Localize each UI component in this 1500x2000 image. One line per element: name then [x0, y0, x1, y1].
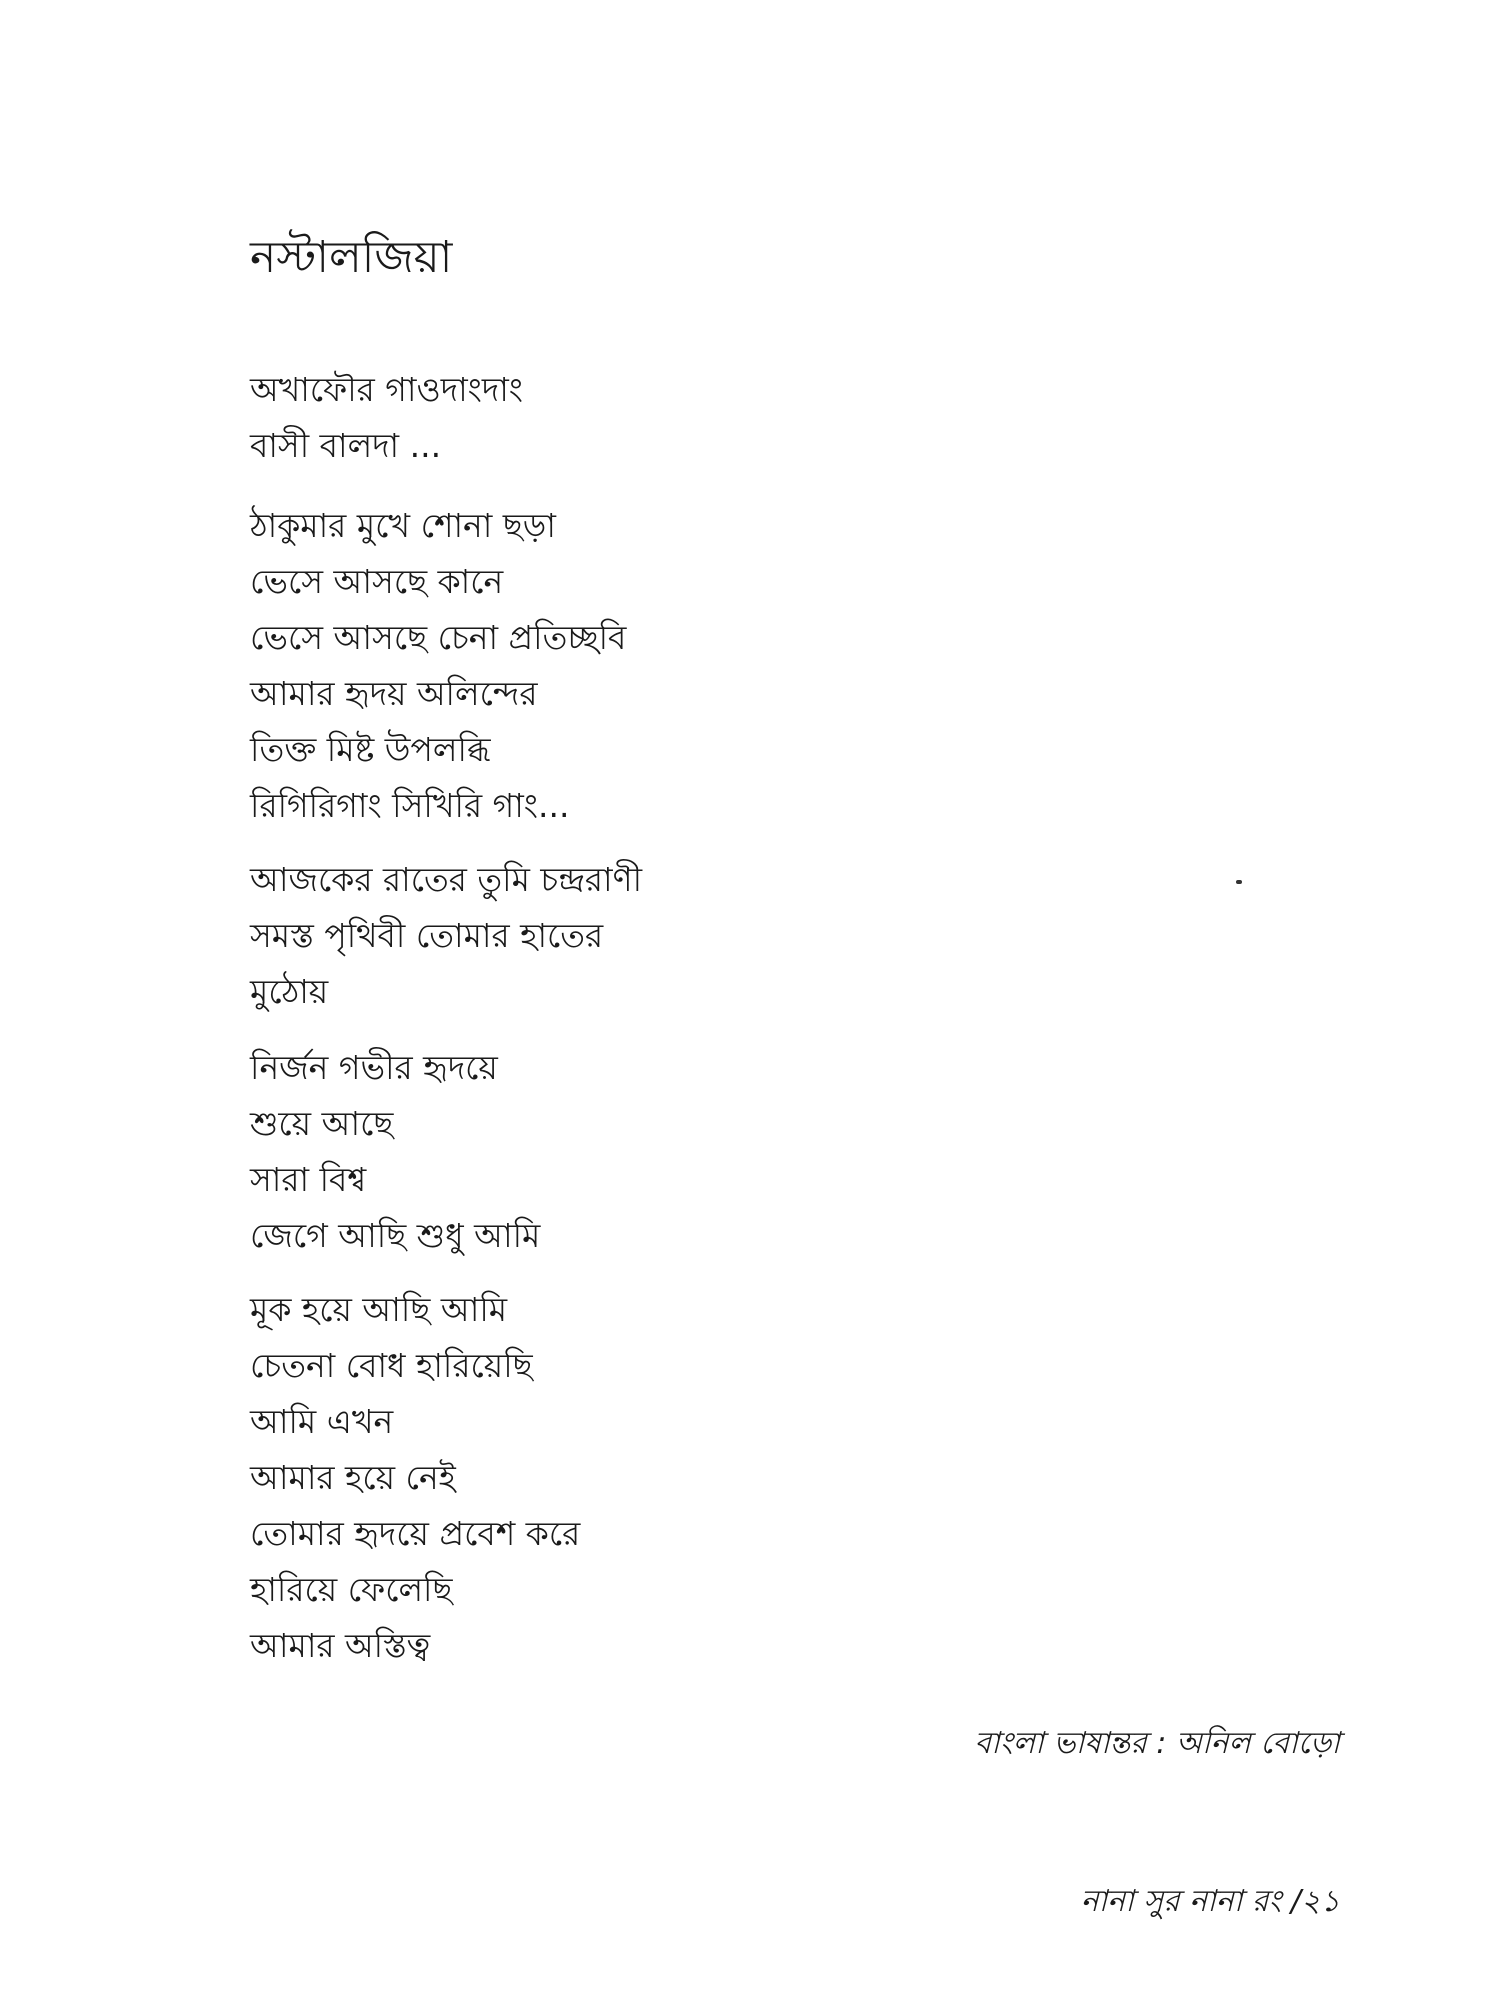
poem-line: তিক্ত মিষ্ট উপলব্ধি: [250, 730, 491, 769]
poem-line: আজকের রাতের তুমি চন্দ্ররাণী: [250, 860, 643, 899]
poem-line: ঠাকুমার মুখে শোনা ছড়া: [250, 506, 556, 545]
page-number: ২১: [1301, 1884, 1340, 1919]
poem-line: আমার অস্তিত্ব: [250, 1626, 431, 1665]
page-footer: [1081, 1880, 1340, 1924]
poem-line: চেতনা বোধ হারিয়েছি: [250, 1346, 533, 1385]
poem-line: ভেসে আসছে চেনা প্রতিচ্ছবি: [250, 618, 627, 657]
poem-line: জেগে আছি শুধু আমি: [250, 1216, 541, 1255]
poem-line: হারিয়ে ফেলেছি: [250, 1570, 453, 1609]
poem-line: মূক হয়ে আছি আমি: [250, 1290, 508, 1329]
ink-speck: [1236, 880, 1242, 884]
poem-line: ভেসে আসছে কানে: [250, 562, 504, 601]
translation-credit: বাংলা ভাষান্তর : অনিল বোড়ো: [974, 1726, 1340, 1761]
stanza-1: [250, 362, 523, 474]
poem-line: রিগিরিগাং সিখিরি গাং...: [250, 786, 570, 825]
poem-line: অখাফৌর গাওদাংদাং: [250, 370, 523, 409]
footer-separator: /: [1290, 1884, 1302, 1919]
book-title: নানা সুর নানা রং: [1080, 1884, 1282, 1919]
poem-title: নস্টালজিয়া: [250, 232, 453, 283]
poem-line: আমার হয়ে নেই: [250, 1458, 456, 1497]
poem-line: মুঠোয়: [250, 972, 329, 1011]
poem-line: আমি এখন: [250, 1402, 394, 1441]
poem-line: বাসী বালদা ...: [250, 426, 442, 465]
poem-line: তোমার হৃদয়ে প্রবেশ করে: [250, 1514, 581, 1553]
poem-line: শুয়ে আছে: [250, 1104, 394, 1143]
stanza-2: [250, 498, 626, 834]
stanza-5: [250, 1282, 580, 1674]
poem-line: নির্জন গভীর হৃদয়ে: [250, 1048, 498, 1087]
stanza-4: [250, 1040, 540, 1264]
poem-line: সমস্ত পৃথিবী তোমার হাতের: [250, 916, 604, 955]
poem-line: আমার হৃদয় অলিন্দের: [250, 674, 538, 713]
poem-line: সারা বিশ্ব: [250, 1160, 367, 1199]
stanza-3: [250, 852, 642, 1020]
